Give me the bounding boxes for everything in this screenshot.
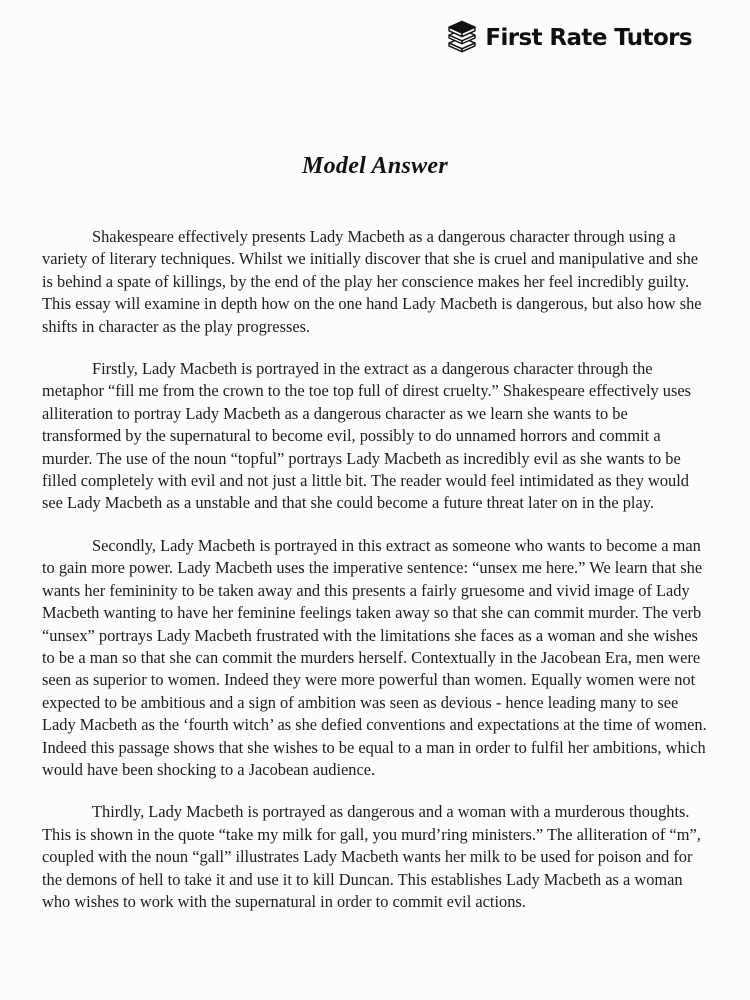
header <box>0 0 750 62</box>
essay-paragraph-intro: Shakespeare effectively presents Lady Macbeth as a dangerous character through using a variety of literary techniques. Whilst we initially discover that she is cruel and manipulative and she is behind a spate of killings, by the end of the play her conscience makes her feel incredibly guilty. This essay will examine in depth how on the one hand Lady Macbeth is dangerous, but also how she shifts in character as the play progresses. <box>42 227 702 336</box>
essay-paragraph-thirdly: Thirdly, Lady Macbeth is portrayed as dangerous and a woman with a murderous thoughts. This is shown in the quote “take my milk for gall, you murd’ring ministers.” The alliteration of “m”, coupled with the noun “gall” illustrates Lady Macbeth wants her milk to be used for poison and for the demons of hell to take it and use it to kill Duncan. This establishes Lady Macbeth as a woman who wishes to work with the supernatural in order to commit evil actions. <box>42 802 701 911</box>
essay-paragraph-firstly: Firstly, Lady Macbeth is portrayed in the extract as a dangerous character through the metaphor “fill me from the crown to the toe top full of direst cruelty.” Shakespeare effectively uses alliteration to portray Lady Macbeth as a dangerous character as we learn she wants to be transformed by the supernatural to become evil, possibly to do unnamed horrors and commit a murder. The use of the noun “topful” portrays Lady Macbeth as incredibly evil as she wants to be filled completely with evil and not just a little bit. The reader would feel intimidated as they would see Lady Macbeth as a unstable and that she could become a future threat later on in the play. <box>42 359 692 513</box>
stacked-books-icon <box>446 20 478 56</box>
essay-body <box>0 226 750 913</box>
brand-logo <box>446 20 692 56</box>
page-title: Model Answer <box>301 153 449 179</box>
essay-paragraph-secondly: Secondly, Lady Macbeth is portrayed in this extract as someone who wants to become a man to gain more power. Lady Macbeth uses the imperative sentence: “unsex me here.” We learn that she wants her femininity to be taken away and this presents a fairly gruesome and vivid image of Lady Macbeth wanting to have her feminine feelings taken away so that she can commit murder. The verb “unsex” portrays Lady Macbeth frustrated with the limitations she faces as a woman and she wishes to be a man so that she can commit the murders herself. Contextually in the Jacobean Era, men were seen as superior to women. Indeed they were more powerful than women. Equally women were not expected to be ambitious and a sign of ambition was seen as devious - hence leading many to see Lady Macbeth as the ‘fourth witch’ as she defied conventions and expectations at the time of women. Indeed this passage shows that she wishes to be equal to a man in order to fulfil her ambitions, which would have been shocking to a Jacobean audience. <box>42 535 707 779</box>
brand-name: First Rate Tutors <box>485 25 692 51</box>
